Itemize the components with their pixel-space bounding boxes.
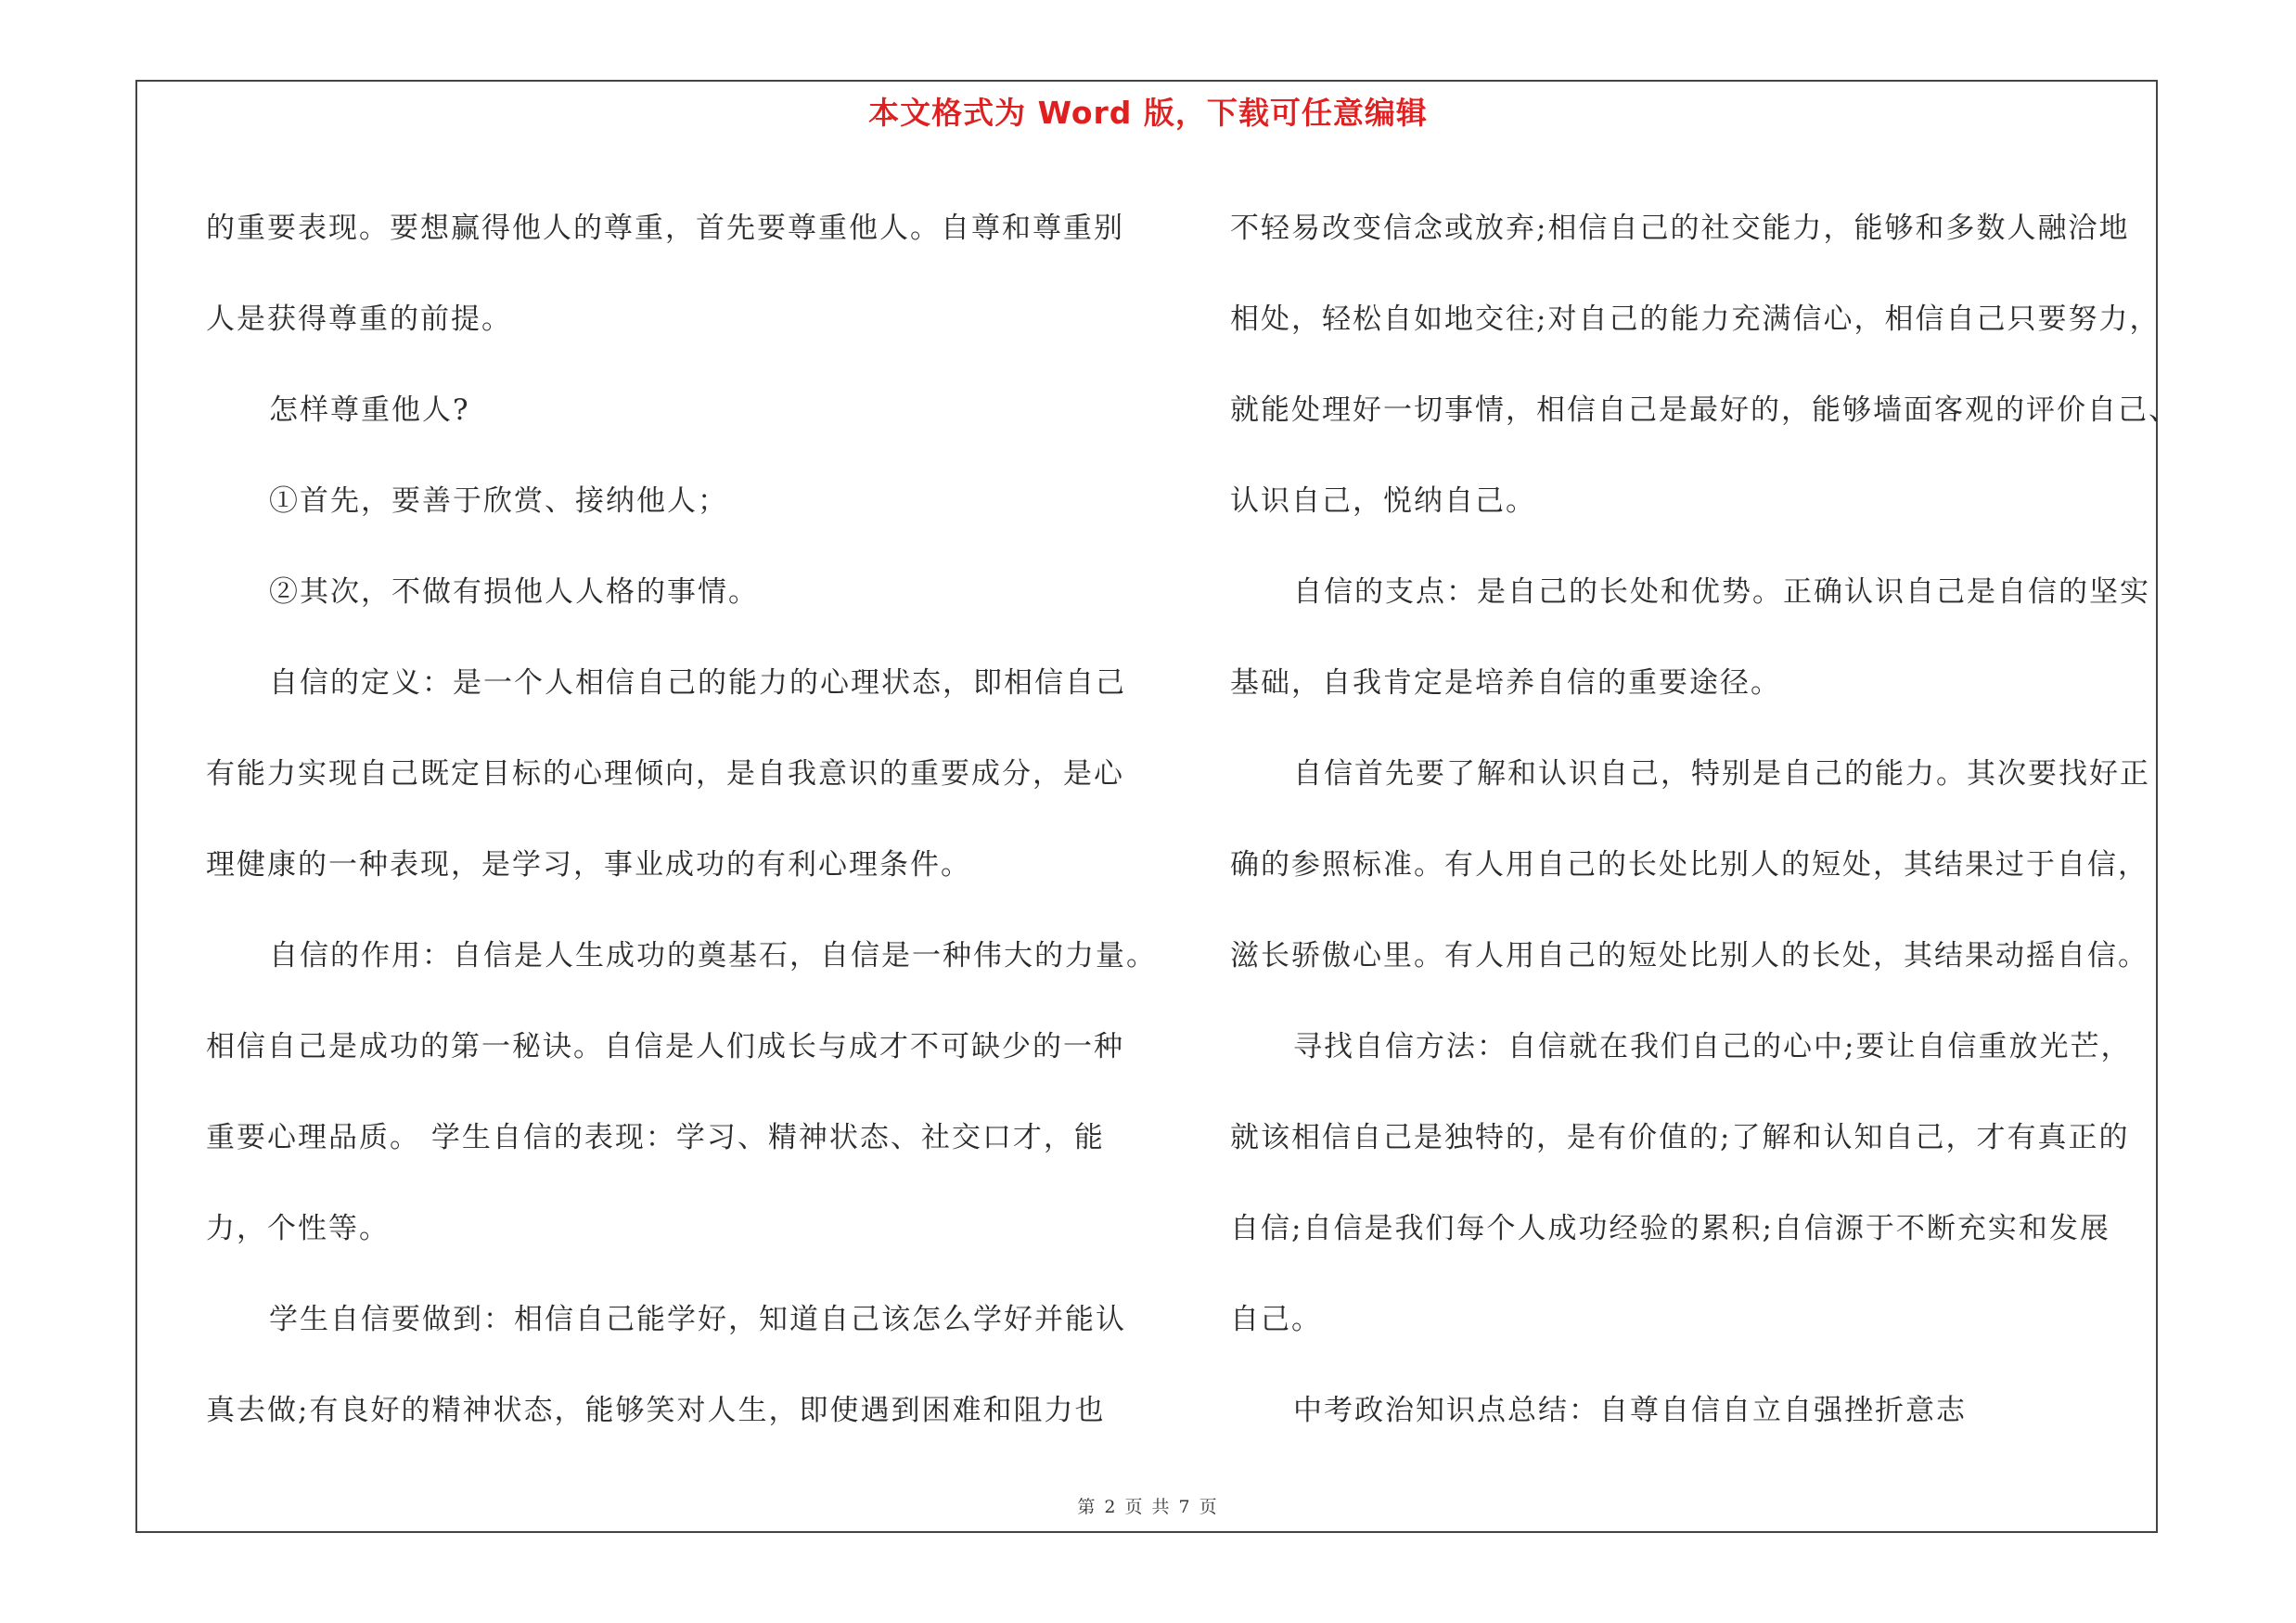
header-banner: 本文格式为 Word 版，下载可任意编辑: [868, 95, 1428, 131]
text-line: 认识自己，悦纳自己。: [1230, 484, 1536, 518]
text-line: 自信的定义：是一个人相信自己的能力的心理状态，即相信自己: [269, 666, 1126, 700]
text-line: 真去做;有良好的精神状态，能够笑对人生，即使遇到困难和阻力也: [206, 1394, 1106, 1427]
text-line: 重要心理品质。 学生自信的表现：学习、精神状态、社交口才，能: [206, 1121, 1105, 1154]
left-column: [206, 183, 1157, 1456]
text-line: 相处，轻松自如地交往;对自己的能力充满信心，相信自己只要努力，: [1230, 303, 2161, 336]
right-column: [1230, 183, 2179, 1456]
text-line: 怎样尊重他人?: [269, 393, 470, 427]
text-line: 就能处理好一切事情，相信自己是最好的，能够墙面客观的评价自己、: [1230, 393, 2179, 427]
text-line: 自信首先要了解和认识自己，特别是自己的能力。其次要找好正: [1293, 757, 2150, 791]
text-line: 学生自信要做到：相信自己能学好，知道自己该怎么学好并能认: [269, 1303, 1126, 1336]
text-line: 人是获得尊重的前提。: [206, 303, 512, 336]
text-line: 中考政治知识点总结：自尊自信自立自强挫折意志: [1293, 1394, 1967, 1427]
text-line: 自信的支点：是自己的长处和优势。正确认识自己是自信的坚实: [1293, 575, 2150, 609]
text-line: 力，个性等。: [206, 1212, 390, 1245]
text-line: 基础，自我肯定是培养自信的重要途径。: [1230, 666, 1781, 700]
text-line: ②其次，不做有损他人人格的事情。: [269, 575, 759, 609]
text-line: 有能力实现自己既定目标的心理倾向，是自我意识的重要成分，是心: [206, 757, 1124, 791]
text-line: 确的参照标准。有人用自己的长处比别人的短处，其结果过于自信，: [1230, 848, 2148, 882]
text-line: 自己。: [1230, 1303, 1322, 1336]
text-line: ①首先，要善于欣赏、接纳他人；: [269, 484, 728, 518]
text-line: 自信;自信是我们每个人成功经验的累积;自信源于不断充实和发展: [1230, 1212, 2110, 1245]
text-line: 不轻易改变信念或放弃;相信自己的社交能力，能够和多数人融洽地: [1230, 212, 2130, 245]
text-line: 滋长骄傲心里。有人用自己的短处比别人的长处，其结果动摇自信。: [1230, 939, 2148, 973]
page-number: 第 2 页 共 7 页: [1077, 1497, 1219, 1517]
text-line: 就该相信自己是独特的，是有价值的;了解和认知自己，才有真正的: [1230, 1121, 2130, 1154]
text-line: 相信自己是成功的第一秘诀。自信是人们成长与成才不可缺少的一种: [206, 1030, 1124, 1063]
text-line: 自信的作用：自信是人生成功的奠基石，自信是一种伟大的力量。: [269, 939, 1157, 973]
text-line: 寻找自信方法：自信就在我们自己的心中;要让自信重放光芒，: [1293, 1030, 2132, 1063]
text-line: 理健康的一种表现，是学习，事业成功的有利心理条件。: [206, 848, 971, 882]
text-line: 的重要表现。要想赢得他人的尊重，首先要尊重他人。自尊和尊重别: [206, 212, 1124, 245]
